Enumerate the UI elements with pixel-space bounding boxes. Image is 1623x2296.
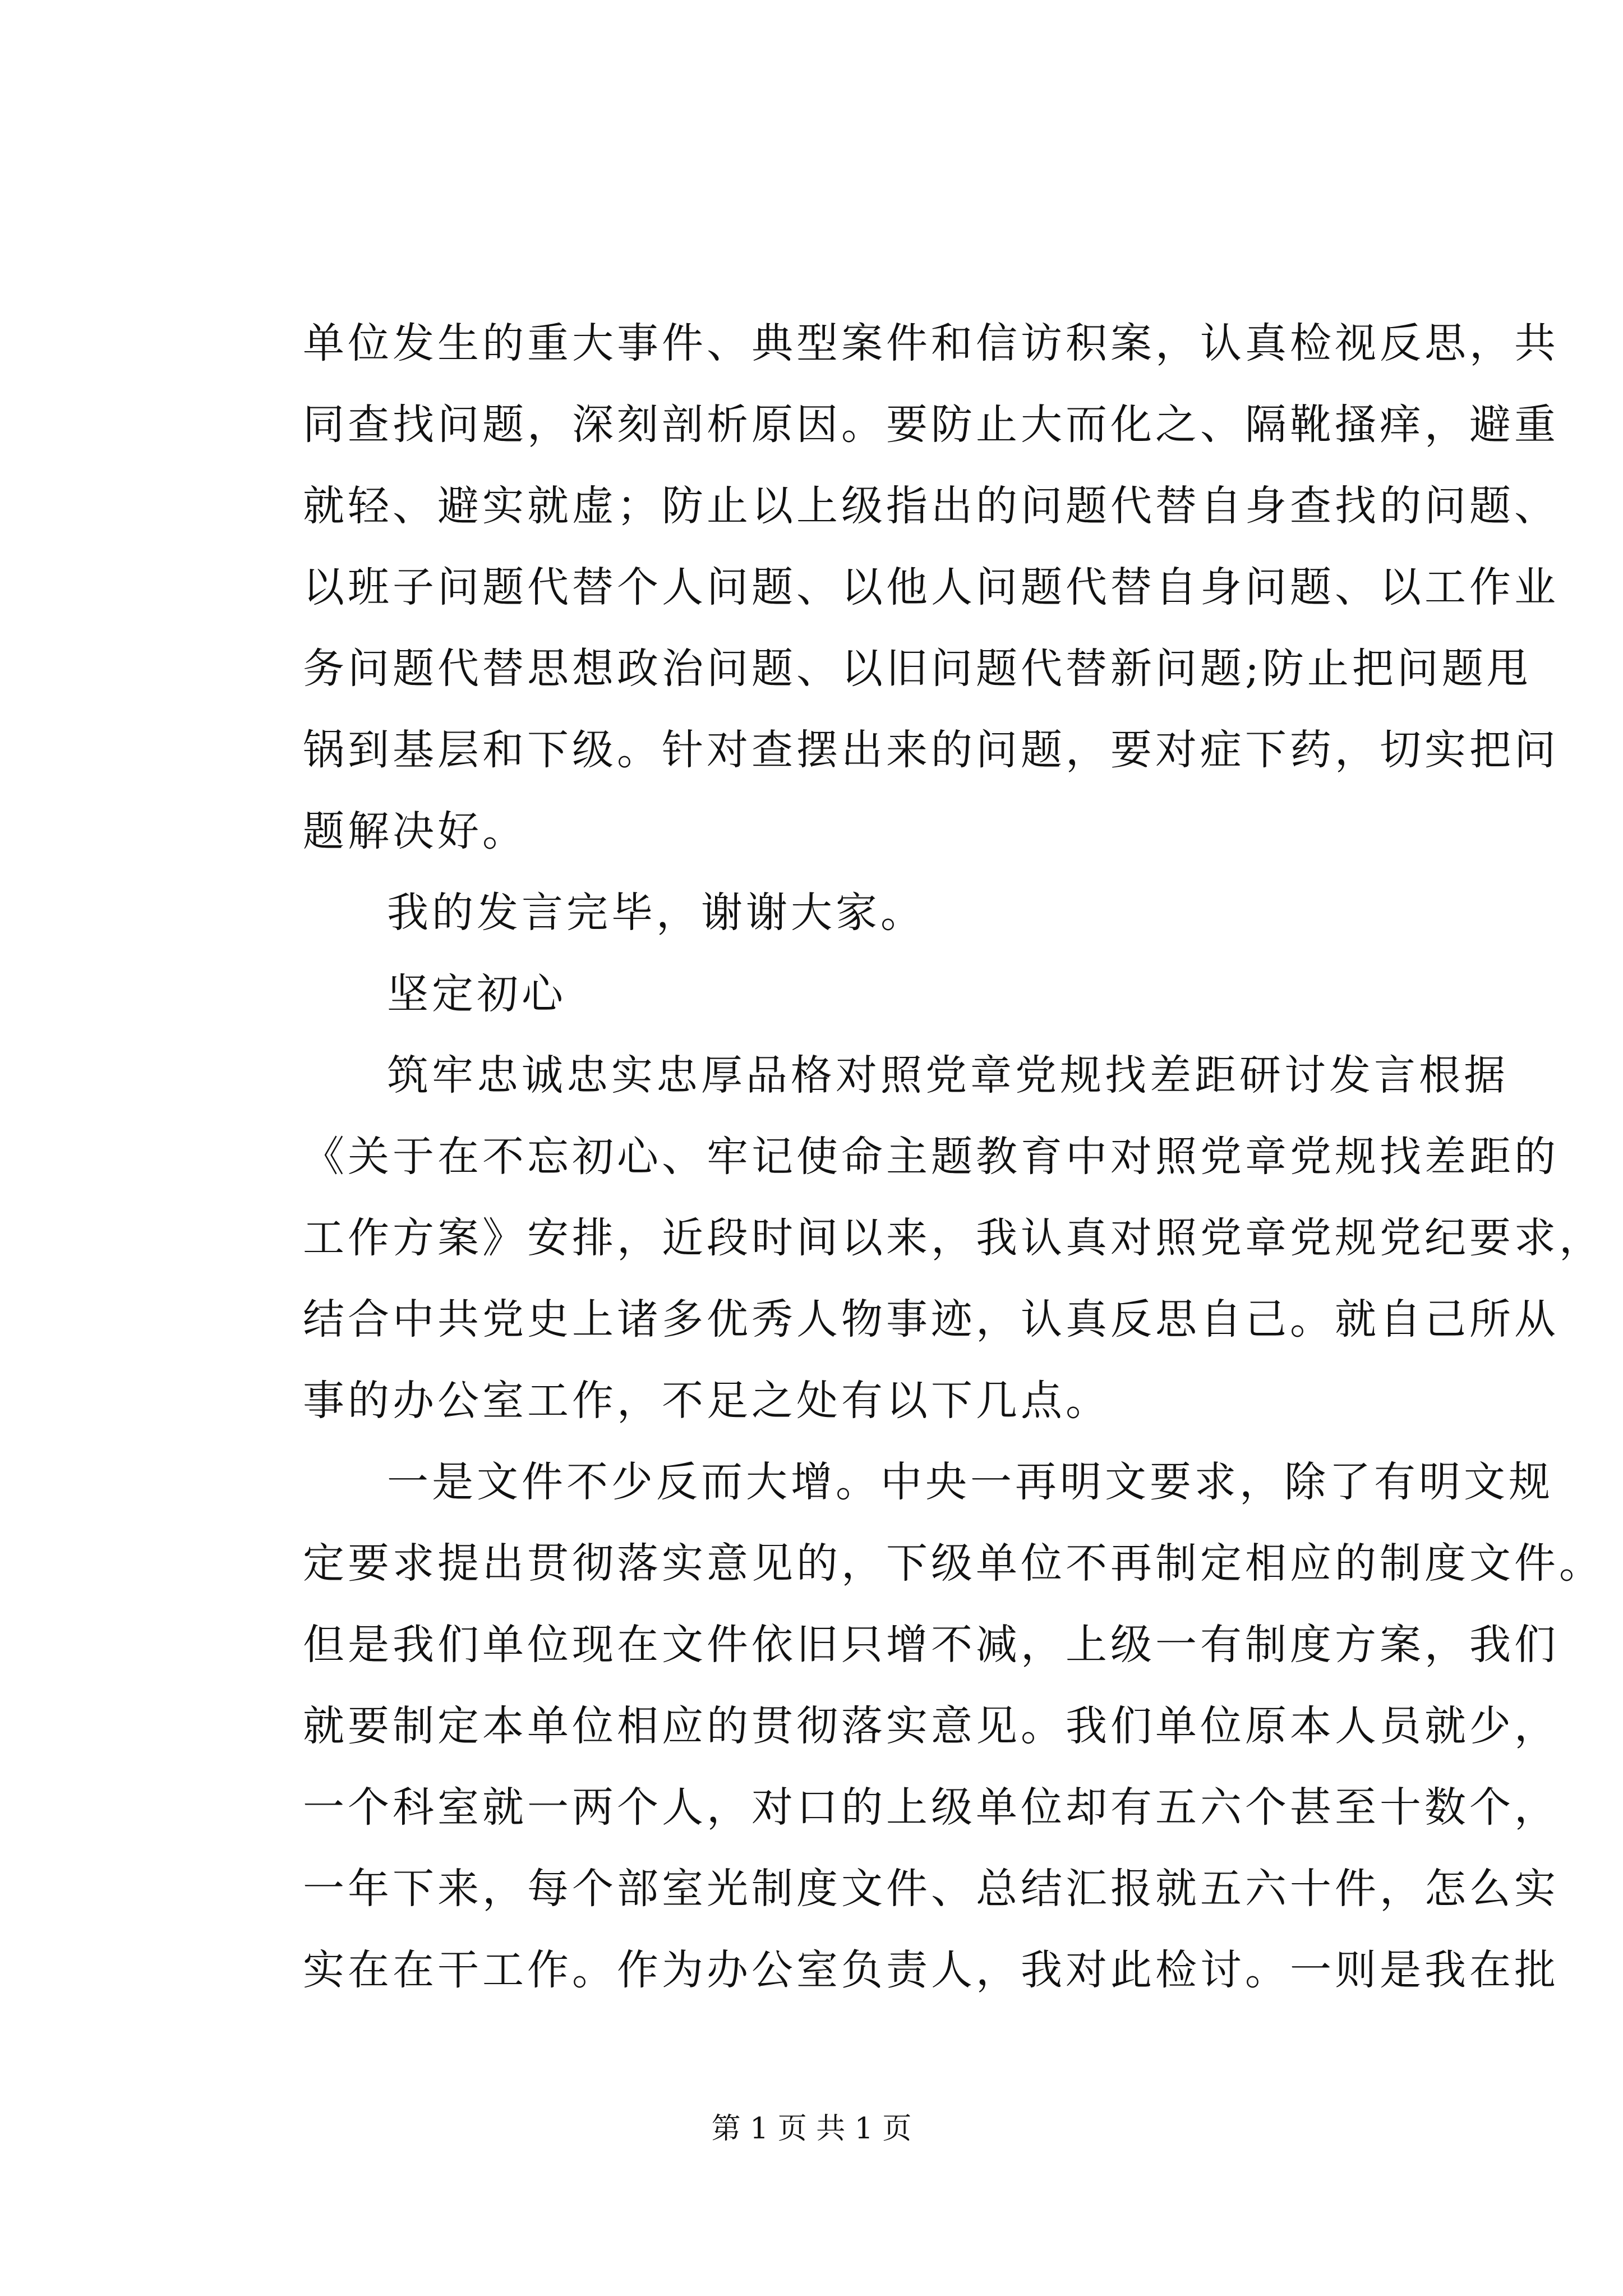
text-line: 锅到基层和下级。针对查摆出来的问题，要对症下药，切实把问 xyxy=(303,726,1559,774)
text-line: 结合中共党史上诸多优秀人物事迹，认真反思自己。就自己所从 xyxy=(303,1295,1559,1343)
text-line: 《关于在不忘初心、牢记使命主题教育中对照党章党规找差距的 xyxy=(303,1133,1559,1181)
text-line: 一年下来，每个部室光制度文件、总结汇报就五六十件，怎么实 xyxy=(303,1865,1559,1913)
text-line: 务问题代替思想政治问题、以旧问题代替新问题;防止把问题甩 xyxy=(303,645,1532,693)
page-number-footer: 第 1 页 共 1 页 xyxy=(711,2112,912,2146)
text-line: 一是文件不少反而大增。中央一再明文要求，除了有明文规 xyxy=(387,1458,1553,1506)
text-line: 就要制定本单位相应的贯彻落实意见。我们单位原本人员就少， xyxy=(303,1702,1559,1750)
text-line: 同查找问题，深刻剖析原因。要防止大而化之、隔靴搔痒，避重 xyxy=(303,401,1559,449)
text-line: 实在在干工作。作为办公室负责人，我对此检讨。一则是我在批 xyxy=(303,1946,1559,1994)
text-line: 单位发生的重大事件、典型案件和信访积案，认真检视反思，共 xyxy=(303,319,1559,367)
body-text xyxy=(303,303,1604,2011)
text-line: 一个科室就一两个人，对口的上级单位却有五六个甚至十数个， xyxy=(303,1783,1559,1832)
text-line: 题解决好。 xyxy=(303,807,527,855)
text-line: 以班子问题代替个人问题、以他人问题代替自身问题、以工作业 xyxy=(303,563,1559,611)
text-line: 事的办公室工作，不足之处有以下几点。 xyxy=(303,1377,1110,1425)
text-line: 工作方案》安排，近段时间以来，我认真对照党章党规党纪要求， xyxy=(303,1214,1604,1262)
text-line: 就轻、避实就虚；防止以上级指出的问题代替自身查找的问题、 xyxy=(303,482,1559,530)
closing-line: 我的发言完毕，谢谢大家。 xyxy=(387,889,925,937)
section-heading: 坚定初心 xyxy=(387,970,566,1018)
text-line: 定要求提出贯彻落实意见的，下级单位不再制定相应的制度文件。 xyxy=(303,1539,1604,1588)
text-line: 但是我们单位现在文件依旧只增不减，上级一有制度方案，我们 xyxy=(303,1621,1559,1669)
text-line: 筑牢忠诚忠实忠厚品格对照党章党规找差距研讨发言根据 xyxy=(387,1051,1509,1099)
